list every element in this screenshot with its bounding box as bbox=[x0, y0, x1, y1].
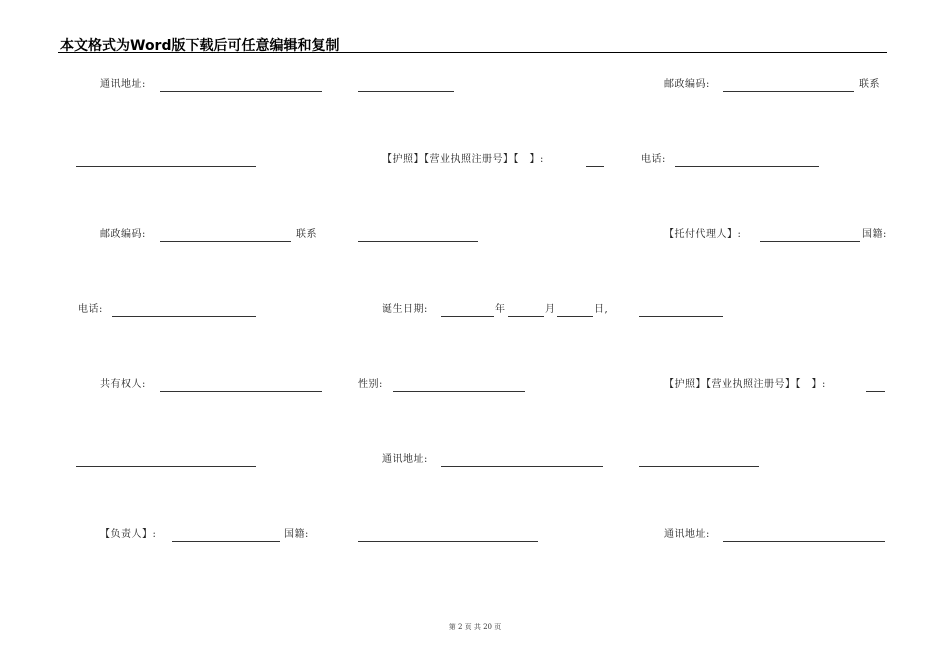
address-label: 通讯地址: bbox=[664, 529, 710, 540]
co-owner-label: 共有权人: bbox=[100, 379, 146, 390]
day-label: 日, bbox=[594, 304, 609, 315]
address-continuation-blank[interactable] bbox=[358, 91, 454, 92]
address-blank[interactable] bbox=[160, 91, 322, 92]
postcode-label: 邮政编码: bbox=[664, 79, 710, 90]
birth-month-blank[interactable] bbox=[508, 316, 544, 317]
nationality-label: 国籍: bbox=[284, 529, 309, 540]
passport-license-blank[interactable] bbox=[866, 391, 885, 392]
birthdate-label: 诞生日期: bbox=[382, 304, 428, 315]
contact-label: 联系 bbox=[296, 229, 317, 240]
postcode-blank[interactable] bbox=[160, 241, 291, 242]
postcode-blank[interactable] bbox=[723, 91, 854, 92]
gender-label: 性别: bbox=[358, 379, 383, 390]
birthdate-continuation-blank[interactable] bbox=[639, 316, 723, 317]
phone-label: 电话: bbox=[78, 304, 103, 315]
contact-blank[interactable] bbox=[76, 166, 256, 167]
phone-label: 电话: bbox=[641, 154, 666, 165]
gender-blank[interactable] bbox=[393, 391, 525, 392]
postcode-label: 邮政编码: bbox=[100, 229, 146, 240]
header-divider bbox=[58, 52, 887, 53]
address-blank[interactable] bbox=[441, 466, 603, 467]
year-label: 年 bbox=[495, 304, 506, 315]
contact-blank[interactable] bbox=[358, 241, 478, 242]
phone-blank[interactable] bbox=[112, 316, 256, 317]
agent-blank[interactable] bbox=[760, 241, 860, 242]
nationality-label: 国籍: bbox=[862, 229, 887, 240]
passport-license-label: 【护照】【营业执照注册号】【 】: bbox=[382, 154, 544, 165]
co-owner-blank[interactable] bbox=[160, 391, 322, 392]
birth-day-blank[interactable] bbox=[557, 316, 593, 317]
passport-license-continuation-blank[interactable] bbox=[76, 466, 256, 467]
birth-year-blank[interactable] bbox=[441, 316, 494, 317]
address-label: 通讯地址: bbox=[382, 454, 428, 465]
address-blank[interactable] bbox=[723, 541, 885, 542]
address-continuation-blank[interactable] bbox=[639, 466, 759, 467]
person-in-charge-label: 【负责人】: bbox=[100, 529, 157, 540]
passport-license-blank[interactable] bbox=[586, 166, 604, 167]
month-label: 月 bbox=[545, 304, 556, 315]
contact-label: 联系 bbox=[859, 79, 880, 90]
document-header-title: 本文格式为Word版下载后可任意编辑和复制 bbox=[60, 38, 340, 54]
agent-label: 【托付代理人】: bbox=[664, 229, 742, 240]
passport-license-label: 【护照】【营业执照注册号】【 】: bbox=[664, 379, 826, 390]
person-in-charge-blank[interactable] bbox=[172, 541, 280, 542]
address-label: 通讯地址: bbox=[100, 79, 146, 90]
page-number: 第 2 页 共 20 页 bbox=[448, 623, 502, 631]
nationality-blank[interactable] bbox=[358, 541, 538, 542]
phone-blank[interactable] bbox=[675, 166, 819, 167]
